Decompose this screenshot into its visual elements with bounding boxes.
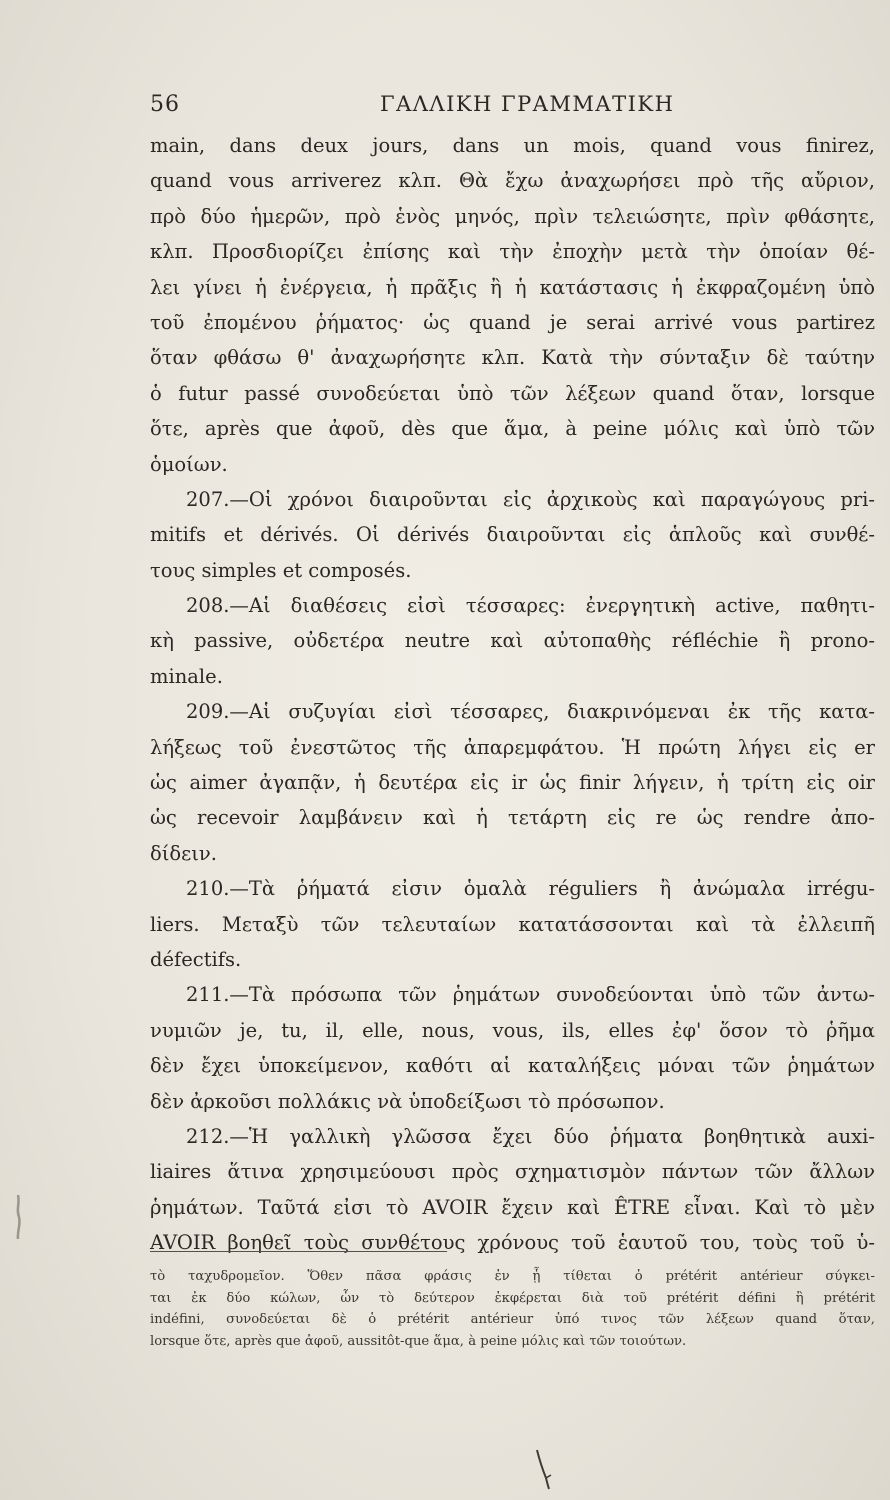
paragraph-211-line: 211.—Τὰ πρόσωπα τῶν ῥημάτων συνοδεύονται ὑπὸ τῶν ἀντω- [186, 983, 875, 1007]
footnote-line: lorsque ὅτε, après que ἀφοῦ, aussitôt-que ἅμα, à peine μόλις καὶ τῶν τοιούτων. [150, 1333, 687, 1349]
text-line: liaires ἅτινα χρησιμεύουσι πρὸς σχηματισμὸν πάντων τῶν ἄλλων [150, 1160, 875, 1184]
text-line: minale. [150, 664, 223, 688]
text-line: ὡς aimer ἀγαπᾷν, ἡ δευτέρα εἰς ir ὡς finir λήγειν, ἡ τρίτη εἰς oir [150, 771, 875, 795]
text-line: liers. Μεταξὺ τῶν τελευταίων κατατάσσονται καὶ τὰ ἐλλειπῆ [150, 912, 875, 936]
text-line: νυμιῶν je, tu, il, elle, nous, vous, ils, elles ἐφ' ὅσον τὸ ῥῆμα [150, 1018, 875, 1042]
body-text [150, 128, 875, 1261]
footnotes [150, 1266, 875, 1352]
text-line: quand vous arriverez κλπ. Θὰ ἔχω ἀναχωρήσει πρὸ τῆς αὔριον, [150, 169, 875, 193]
paragraph-210-line: 210.—Τὰ ῥήματά εἰσιν ὁμαλὰ réguliers ἢ ἀνώμαλα irrégu- [186, 877, 875, 901]
text-line: ὁ futur passé συνοδεύεται ὑπὸ τῶν λέξεων quand ὅταν, lorsque [150, 381, 875, 405]
text-line: δὲν ἔχει ὑποκείμενον, καθότι αἱ καταλήξεις μόναι τῶν ῥημάτων [150, 1054, 875, 1078]
footnote-line: ται ἐκ δύο κώλων, ὧν τὸ δεύτερον ἐκφέρεται διὰ τοῦ prétérit défini ἢ prétérit [150, 1290, 875, 1306]
footnote-line: indéfini, συνοδεύεται δὲ ὁ prétérit antérieur ὑπό τινος τῶν λέξεων quand ὅταν, [150, 1312, 875, 1327]
binding-stain-mark [14, 1195, 22, 1239]
footnote-line: τὸ ταχυδρομεῖον. Ὅθεν πᾶσα φράσις ἐν ᾗ τίθεται ὁ prétérit antérieur σύγκει- [150, 1269, 875, 1284]
text-line: τοῦ ἐπομένου ῥήματος· ὡς quand je serai arrivé vous partirez [150, 310, 875, 334]
text-line: AVOIR βοηθεῖ τοὺς συνθέτους χρόνους τοῦ ἑαυτοῦ του, τοὺς τοῦ ὑ- [150, 1231, 875, 1255]
text-line: ὡς recevoir λαμβάνειν καὶ ἡ τετάρτη εἰς re ὡς rendre ἀπο- [150, 806, 875, 830]
paragraph-212-line: 212.—Ἡ γαλλικὴ γλῶσσα ἔχει δύο ῥήματα βοηθητικὰ auxi- [186, 1124, 875, 1148]
text-line: main, dans deux jours, dans un mois, quand vous finirez, [150, 134, 875, 157]
text-line: ὅταν φθάσω θ' ἀναχωρήσητε κλπ. Κατὰ τὴν σύνταξιν δὲ ταύτην [150, 346, 875, 370]
text-line: λήξεως τοῦ ἐνεστῶτος τῆς ἀπαρεμφάτου. Ἡ πρώτη λήγει εἰς er [150, 735, 875, 759]
text-line: mitifs et dérivés. Οἱ dérivés διαιροῦνται εἰς ἁπλοῦς καὶ συνθέ- [150, 523, 875, 547]
paragraph-209-line: 209.—Αἱ συζυγίαι εἰσὶ τέσσαρες, διακρινόμεναι ἐκ τῆς κατα- [186, 700, 875, 724]
text-line: δίδειν. [150, 841, 217, 865]
text-line: défectifs. [150, 947, 242, 971]
footnote-divider [150, 1251, 447, 1252]
page-header [150, 92, 875, 122]
page-number: 56 [150, 92, 180, 117]
ink-mark [533, 1448, 553, 1490]
text-line: ὅτε, après que ἀφοῦ, dès que ἅμα, à peine μόλις καὶ ὑπὸ τῶν [150, 417, 875, 441]
text-line: κλπ. Προσδιορίζει ἐπίσης καὶ τὴν ἐποχὴν μετὰ τὴν ὁποίαν θέ- [150, 240, 875, 264]
running-title: ΓΑΛΛΙΚΗ ΓΡΑΜΜΑΤΙΚΗ [380, 92, 675, 116]
text-line: ὁμοίων. [150, 452, 228, 476]
paragraph-207-line: 207.—Οἱ χρόνοι διαιροῦνται εἰς ἀρχικοὺς καὶ παραγώγους pri- [186, 487, 875, 511]
text-line: τους simples et composés. [150, 558, 412, 582]
paragraph-208-line: 208.—Αἱ διαθέσεις εἰσὶ τέσσαρες: ἐνεργητικὴ active, παθητι- [186, 594, 875, 618]
text-line: πρὸ δύο ἡμερῶν, πρὸ ἑνὸς μηνός, πρὶν τελειώσητε, πρὶν φθάσητε, [150, 204, 875, 228]
text-line: κὴ passive, οὐδετέρα neutre καὶ αὐτοπαθὴς réfléchie ἢ prono- [150, 629, 875, 653]
text-line: λει γίνει ἡ ἐνέργεια, ἡ πρᾶξις ἢ ἡ κατάστασις ἡ ἐκφραζομένη ὑπὸ [150, 275, 875, 299]
text-line: ῥημάτων. Ταῦτά εἰσι τὸ AVOIR ἔχειν καὶ ÊTRE εἶναι. Καὶ τὸ μὲν [150, 1195, 875, 1219]
text-line: δὲν ἀρκοῦσι πολλάκις νὰ ὑποδείξωσι τὸ πρόσωπον. [150, 1089, 665, 1113]
